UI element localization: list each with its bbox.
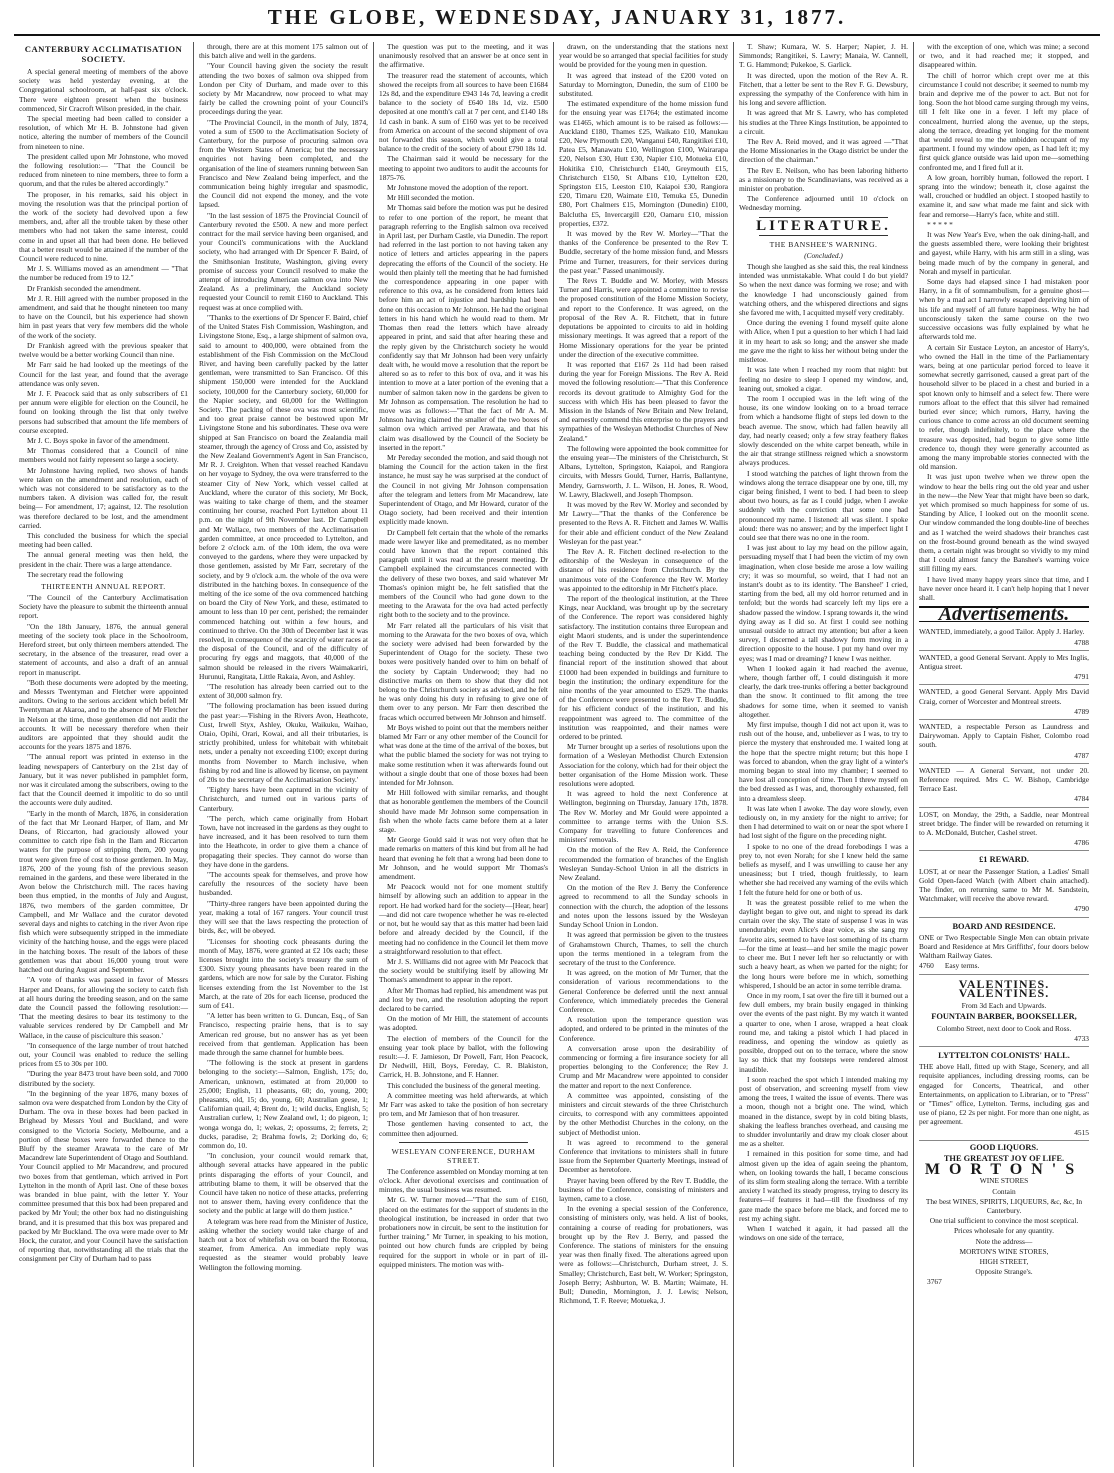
ad-text: WANTED, a good General Servant. Apply to Mrs Inglis, Antigua street. <box>919 652 1089 671</box>
paragraph: "The resolution has already been carried out to the extent of 30,000 salmon fry. <box>199 682 368 701</box>
paragraph: It was agreed that permission be given to the trustees of Grahamstown Church, Thames, to sell the church upon the terms mentioned in a telegram from the secretary of the trust to the Conference. <box>559 930 728 967</box>
address-1: MORTON'S WINE STORES, <box>959 1246 1049 1256</box>
paragraph: Prayer having been offered by the Rev T. Buddle, the business of the Conference, consisting of ministers and laymen, came to a close. <box>559 1175 728 1203</box>
paragraph: Mr J. C. Boys spoke in favor of the amendment. <box>27 435 170 445</box>
paragraph: "A letter has been written to G. Duncan, Esq., of San Francisco, respecting prairie hens, that is to say American red grouse, but no answer has as yet been received from that gentleman. Application has been made through the same channel for humble bees. <box>199 1011 368 1057</box>
paragraph: "The annual report was printed in extenso in the leading newspapers of Canterbury on the 21st day of January, but it was never published in pamphlet form, nor was it circulated among the subscribers, owing to the fact that the Council deemed it impolitic to do so until the accounts were duly audited. <box>19 752 188 808</box>
paragraph: Mr Boys wished to point out that the members neither blamed Mr Farr or any other member of the Council for what was done at the time of the arrival of the boxes, but what the public blamed the society for was not trying to make some restitution when it was afterwards found out without a single doubt that one of those boxes had been intended for Mr Johnson. <box>379 722 548 788</box>
paragraph: I stood watching the patches of light thrown from the windows along the terrace disappear one by one, till, my cigar being finished, I went to bed. I had been to sleep about two hours, as far as I could judge, when I awoke suddenly with the conviction that some one had pronounced my name. I listened: all was silent. I spoke aloud: there was no answer; and by the imperfect light I could see that there was no one in the room. <box>739 468 908 542</box>
paragraph: "In consequence of the large number of trout hatched out, your Council was enabled to reduce the selling prices from £5 to 30s per 100. <box>19 1040 188 1069</box>
paragraph: My first impulse, though I did not act upon it, was to rush out of the house, and, unbeliever as I was, to try to pierce the mystery that enshrouded me. I waited long at the hope that the spectre might return; but this hope I was forced to abandon, when the gray light of a winter's morning began to steal into my chamber; I seemed to have lost all conception of time. Then I threw myself on the bed dressed as I was, and, thoroughly exhausted, fell into a dreamless sleep. <box>739 720 908 803</box>
paragraph: "On the 18th January, 1876, the annual general meeting of the society took place in the Schoolroom, Hereford street, but only thirteen members attended. The secretary, in the absence of the treasurer, read over a statement of accounts, and also a draft of an annual report in manuscript. <box>19 621 188 677</box>
lyttelton-text: THE above Hall, fitted up with Stage, Scenery, and all requisite appliances, including dressing rooms, can be engaged for Concerts, Theatrical, and other Entertainments, on application to Librarian, or to "Press" or "Times" office, Lyttelton. Terms, including gas and use of piano, £2 2s per night. For more than one night, as per agreement. <box>919 1062 1089 1127</box>
paragraph: I soon reached the spot which I intended making my post of observation, and screening myself from view among the trees, I waited the issue of events. There was a moon, though not a bright one. The wind, which moaned in the distance, swept by in cold biting blasts, shaking the leafless branches overhead, and causing me to shudder involuntarily and draw my cloak closer about me as a shelter. <box>739 1074 908 1149</box>
paragraph: The Rev A. Reid moved, and it was agreed —"That the Home Missionaries in the Otago district be under the direction of the chairman." <box>739 137 908 165</box>
prices: Prices wholesale for any quantity. <box>954 1226 1054 1236</box>
paragraph: Mr J. S. Williams moved as an amendment — "That the number be reduced from 19 to 12." <box>19 264 188 283</box>
fountain-name: FOUNTAIN BARBER, BOOKSELLER, <box>931 1012 1077 1022</box>
col1-body <box>19 67 188 579</box>
paragraph: The proposer, in his remarks, said his object in moving the resolution was that the principal portion of the work of the society had devolved upon a few members, and, after all the trouble taken by these other members who had not taken the same interest, could come in and upset all that had been done. He believed that a better result would be attained if the number of the Council were reduced to nine. <box>19 189 188 264</box>
paragraph: Some days had elapsed since I had mistaken poor Harry, in a fit of somnambulism, for a genuine ghost—when by a mad act I narrowly escaped depriving him of his life and myself of all future happiness. Why he had unconsciously taken the same course on the two successive occasions was fully explained by what he afterwards told me. <box>919 277 1089 342</box>
paragraph: When I looked again it had reached the avenue, where, though farther off, I could distinguish it more clearly, the dark tree-trunks offering a better background than the snow. It continued to flit among the tree shadows for some time, when it seemed to vanish altogether. <box>739 663 908 719</box>
paragraph: It was late when I reached my room that night: but feeling no desire to sleep I opened my window, and, leaning out, smoked a cigar. <box>739 365 908 393</box>
paragraph: Mr J. S. Williams did not agree with Mr Peacock that the society would be stultifying itself by allowing Mr Thomas's amendment to appear in the report. <box>379 956 548 985</box>
classified-ad <box>919 808 1089 852</box>
ad-text: WANTED, immediately, a good Tailor. Apply J. Harley. <box>919 627 1085 637</box>
paragraph: Those gentlemen having consented to act, the committee then adjourned. <box>379 1119 548 1138</box>
paragraph: "The following proclamation has been issued during the past year:—'Fishing in the Rivers Avon, Heathcote, Cust, Irwell Styx, Ashley, Okuku, Waikuku, Waihao, Otaio, Opihi, Orari, Kowai, and all their tributaries, is strictly prohibited, unless for whitebait with whitebait nets, under a penalty not exceeding £100; except during months from November to March inclusive, when fishing by rod and line is allowed by license, on payment of 20s to the secretary of the Acclimatisation Society.' <box>199 701 368 785</box>
ad-ref: 4786 <box>1074 838 1089 848</box>
paragraph: It was the greatest possible relief to me when the daylight began to give out, and night to spread its dark curtain over the sky. The state of suspense I was in was unendurable; even Alice's dear voice, as she sang my favorite airs, seemed to have lost something of its charm—for the time at least—and her smile the magic power to cheer me. But I never left her so reluctantly or with such a heavy heart, as when we parted for the night; for the long hours were before me in which, something whispered, I should be an actor in some terrible drama. <box>739 897 908 990</box>
reward-text: LOST, at or near the Passenger Station, a Ladies' Small Gold Open-faced Watch (with Albert chain attached). The finder, on returning same to Mr M. Sandstein, Watchmaker, will receive the above reward. <box>919 866 1089 904</box>
paragraph: "Thirty-three rangers have been appointed during the year, making a total of 167 rangers. Your council trust they will see that the laws respecting the protection of birds, &c, will be obeyed. <box>199 898 368 936</box>
story-body <box>739 262 908 1242</box>
reward-ref: 4790 <box>1074 904 1089 914</box>
address-3: Opposite Strange's. <box>975 1267 1033 1277</box>
paragraph: When I watched it again, it had passed all the windows on one side of the terrace, <box>739 1223 908 1243</box>
paragraph: A committee meeting was held afterwards, at which Mr Farr was asked to take the position of hon secretary pro tem, and Mr Jamieson that of hon treasurer. <box>379 1090 548 1119</box>
classified-ad <box>919 625 1089 650</box>
literature-heading: LITERATURE. <box>756 217 891 234</box>
divider <box>399 1142 528 1143</box>
lyttelton-title: LYTTELTON COLONISTS' HALL. <box>938 1050 1070 1060</box>
paragraph: The Chairman said it would be necessary for the meeting to appoint two auditors to audit the accounts for 1875-76. <box>379 154 548 182</box>
paragraph: Though she laughed as she said this, the real kindness intended was unmistakable. What could I do but yield? So when the next dance was forming we rose; and with the knowledge I had unconsciously gained from watching others, and the whispered directions and signs she favored me with, I acquitted myself very creditably. <box>739 262 908 318</box>
lyttelton-ad <box>919 1047 1089 1141</box>
divider <box>759 235 888 236</box>
paragraph: Mr Farr said he had looked up the meetings of the Council for the last year, and found that the average attendance was only seven. <box>19 360 188 388</box>
story-continued <box>919 42 1089 602</box>
paragraph: The report of the theological institution, at the Three Kings, near Auckland, was brought up by the secretary of the Conference. The report was considered highly satisfactory. The institution contains three European and eight Maori students, and is under the superintendence of the Rev T. Buddle, the classical and mathematical teaching being conducted by the Rev Dr Kidd. The financial report of the institution showed that about £1000 had been expended in buildings and furniture to begin the institution; the ordinary expenditure for the nine months of the year amounted to £529. The thanks of the Conference were presented to the Rev T. Buddle, for his efficient conduct of the institution, and his reappointment was agreed to. The committee of the institution was reappointed, and their names were ordered to be printed. <box>559 593 728 742</box>
paragraph: "In the beginning of the year 1876, many boxes of salmon ova were despatched from London by the City of Durham. The ova in these boxes had been packed in Brighead by Messrs Youl and Buckland, and were consigned to the Victoria Society, Melbourne, and a portion of these boxes were forwarded thence to the Bluff by the steamer Arawata to the care of Mr Macandrew late Superintendent of Otago and Southland. Your Council applied to Mr Macandrew, and procured two boxes from that gentleman, which arrived in Port Lyttelton in the month of April last. One of these boxes was branded in blue paint, with the letter Y. Your committee presumed that this box had been prepared and packed by Mr Youl; the other box had no distinguishing brand, and it is presumed that this box was prepared and packed by Mr Buckland. The ova were made over to Mr Hock, the curator, and your Council have the satisfaction of reporting that, notwithstanding all the trials that the consignment per City of Durham had to pass <box>19 1088 188 1264</box>
paragraph: This concluded the business of the general meeting. <box>387 1080 541 1090</box>
paragraph: Mr J. R. Hill agreed with the number proposed in the amendment, and said that he thought nineteen too many to have on the Council, but his experience had shown him in past years that very few members did the whole of the work of the society. <box>19 293 188 340</box>
column-2 <box>194 42 374 1467</box>
paragraph: I spoke to no one of the dread forebodings I was a prey to, not even Norah; for she I knew held the same beliefs as myself, and I was unwilling to cause her any uneasiness; but I tried, though fruitlessly, to learn whether she had received any warning of the evils which I felt the future held for one or both of us. <box>739 841 908 897</box>
ad-ref: 4789 <box>1074 706 1089 716</box>
ad-ref: 4788 <box>1074 637 1089 647</box>
col5-body <box>739 42 908 213</box>
paragraph: The Revs T. Buddle and W. Morley, with Messrs Turner and Harris, were appointed a committee to revise the proposed constitution of the Home Mission Society, and report to the Conference. It was agreed, on the proposal of the Rev A. R. Fitchett, that in future deputations be appointed to circuits to aid in holding missionary meetings. It was agreed that a report of the Home Missionary operations for the year be printed under the direction of the executive committee. <box>559 276 728 359</box>
paragraph: The Conference adjourned until 10 o'clock on Wednesday morning. <box>739 194 908 213</box>
ad-ref: 4784 <box>1074 794 1089 804</box>
article-heading-wesleyan: WESLEYAN CONFERENCE, DURHAM STREET. <box>391 1146 536 1165</box>
paragraph: "The Council of the Canterbury Acclimatisation Society have the pleasure to submit the thirteenth annual report. <box>19 592 188 621</box>
paragraph: "Licenses for shooting cock pheasants during the month of May, 1876, were granted at £2 10s each; these licenses brought into the society's treasury the sum of £300. Sixty young pheasants have been reared in the gardens, which are now for sale by the Curator. Fishing licenses extending from the 1st November to the 1st March, at the rate of 20s for each license, produced the sum of £41. <box>199 936 368 1010</box>
wine-stores: WINE STORES <box>979 1176 1029 1186</box>
paragraph: A certain Sir Eustace Leyton, an ancestor of Harry's, who owned the Hall in the time of the Parliamentary wars, being at one particular period forced to leave it somewhat secretly garrisoned, caused a great part of the household silver to be placed in a chest and buried in a spot known only to himself and a select few. There were rumors afloat to the effect that this silver had remained buried ever since; which rumors, Harry, having the curious chance to come across an old document seeming to refer, though indefinitely, to the place where the treasure was deposited, had begun to give some little credence to, though they were generally accounted as among the many improbable stories connected with the old mansion. <box>919 342 1089 472</box>
column-1 <box>14 42 194 1467</box>
paragraph: Mr Farr related all the particulars of his visit that morning to the Arawata for the two boxes of ova, which the society were advised had been forwarded by the Superintendent of Otago for the society. These two boxes were positively handed over to him on behalf of the society by Captain Underwood; they had no distinctive marks on them to show that they did not belong to the Christchurch society as advised, and he felt he was only doing his duty in refusing to give one of them over to any person. Mr Farr then described the fracas which occurred between Mr Johnson and himself. <box>379 620 548 722</box>
reward-title: £1 REWARD. <box>979 855 1029 865</box>
col3-body-2 <box>379 1167 548 1269</box>
paragraph: On the motion of the Rev J. Berry the Conference agreed to recommend to all the Sunday schools in connection with the church, the adoption of the lessons and notes upon the lessons issued by the Wesleyan Sunday School Union in London. <box>559 883 728 930</box>
paragraph: Mr Thomas said before the motion was put he desired to refer to one portion of the report, he meant that paragraph referring to the English salmon ova received in April last, per Durham Castle, via Dunedin. The report had referred in the last portion to not having taken any notice of letters and articles appearing in the papers deprecating the efforts of the Council of the society. He would then plainly tell the meeting that he had furnished the correspondence appearing in one paper with reference to this ova, as he considered from letters laid before him an act of injustice and hardship had been done on this occasion to Mr Johnson. He had the original letters in his hand which he would read to them. Mr Thomas then read the letters which have already appeared in print, and said that after hearing these and the reply given by the Christchurch society he would confidently say that Mr Johnson had been very unfairly dealt with, he would move a resolution that the report be altered so as to refer to this box of ova, and it was his intention to move at a later portion of the evening that a number of salmon taken now in the gardens be given to Mr Johnson as compensation. The resolution he had to move was as follows:—"That the fact of Mr A. M. Johnson having claimed the smaller of the two boxes of salmon ova which arrived per Arawata, and that his claim was disallowed by the Council of the Society be inserted in the report." <box>379 203 548 452</box>
paragraph: The estimated expenditure of the home mission fund for the ensuing year was £1764; the estimated income was £1465, which amount is to be raised as follows:—Auckland £180, Thames £25, Waikato £10, Manukau £20, New Plymouth £20, Wanganui £40, Rangitikei £10, Patea £5, Manawatu £10, Wellington £100, Wairarapa £20, Nelson £30, Hutt £30, Napier £10, Motueka £10, Hokitika £10, Christchurch £140, Greymouth £15, Christchurch £150, St Albans £10, Lyttelton £20, Springston £15, Leeston £10, Kaiapoi £30, Rangiora £20, Timaru £20, Waimate £10, Temuka £5, Dunedin £80, Port Chalmers £15, Mornington (Dunedin) £100, Balclutha £5, Invercargill £20, Oamaru £10, mission properties, £372. <box>559 99 728 228</box>
paragraph: "Eighty hares have been captured in the vicinity of Christchurch, and turned out in various parts of Canterbury. <box>199 785 368 813</box>
paragraph: "Your Council having given the society the result attending the two boxes of salmon ova shipped from London per City of Durham, and made over to this society by Mr Macandrew, now proceed to what may fairly be called the crowning point of your Council's proceedings during the year. <box>199 61 368 117</box>
paragraph: The secretary read the following <box>27 569 124 579</box>
paragraph: "During the year 8473 trout have been sold, and 7000 distributed by the society. <box>19 1069 188 1088</box>
classified-ad <box>919 720 1089 764</box>
board-terms: Easy terms. <box>944 961 980 971</box>
paragraph: "Both these documents were adopted by the meeting, and Messrs Twentyman and Fletcher were appointed auditors. Owing to the serious accident which befell Mr Twentyman at Akaroa, and to the absence of Mr Fletcher in Nelson at the time, those gentlemen did not audit the accounts. It will be necessary therefore when their auditors are appointed that they should audit the accounts for the years 1875 and 1876. <box>19 677 188 752</box>
paragraph: Mr Peacock would not for one moment stultify himself by allowing such an addition to appear in the report. He had worked hard for the society—[Hear, hear]—and did not care twopence whether he was re-elected or not, but he would say that as this matter had been laid before and already decided by the Council, if the meeting had no confidence in the Council let them move a straightforward resolution to that effect. <box>379 882 548 956</box>
paragraph: Mr Hill seconded the motion. <box>387 193 475 203</box>
paragraph: "Thanks to the exertions of Dr Spencer F. Baird, chief of the United States Fish Commission, Washington, and Livingstone Stone, Esq., a large shipment of salmon ova, said to amount to 400,000, were obtained from the establishment of the Fish Commission on the McCloud River, and having been carefully packed by the latter gentleman, were transmitted to San Francisco. Of this shipment 150,000 were intended for the Auckland society, 100,000 for the Canterbury society, 60,000 for the Napier society, and 60,000 for the Wellington Society. The packing of these ova was most scientific, and too great praise cannot be bestowed upon Mr Livingstone Stone and his subordinates. These ova were shipped at San Francisco on board the Zealandia mail steamer, through the agency of Cross and Co, assisted by the New Zealand Government's Agent in San Francisco, Mr R. J. Creighton. When that vessel reached Kandavu on her voyage to Sydney, the ova were transferred to the steamer City of New York, which vessel called at Auckland, where the curator of this society, Mr Bock, was waiting to take charge of them, and the steamer continuing her course, reached Port Lyttelton about 11 p.m. on the night of 9th November last. Dr Campbell and Mr Wallace, two members of the Acclimatisation garden committee, at once proceeded to Lyttelton, and before 2 o'clock a.m. of the 10th idem, the ova were conveyed to the gardens, where they were unpacked by those gentlemen, assisted by Mr Farr, secretary of the society, and by 9 o'clock a.m. the whole of the ova were distributed in the hatching boxes. In consequence of the melting of the ice some of the ova commenced hatching on board the City of New York, and these, estimated to amount to less than 10 per cent, perished; the remainder commenced hatching out within a few hours, and continued to thrive. On the 30th of December last it was resolved, in consequence of the scarcity of water races at the disposal of the Council, and of the difficulty of procuring fry eggs and maggots, that 40,000 of the salmon should be released in the rivers Waimakariri, Hurunui, Rangitata, Little Rakaia, Avon, and Ashley. <box>199 312 368 681</box>
paragraph: Mr Hill followed with similar remarks, and thought that as honorable gentlemen the members of the Council should have made Mr Johnson some compensation in fish when the whole facts came before them at a later stage. <box>379 788 548 835</box>
paragraph: Mr G. W. Turner moved—"That the sum of £160, placed on the estimates for the support of students in the theological institution, be increased in order that two probationers now in circuit, be sent to the institution for further training." Mr Turner, in speaking to his motion, pointed out how church funds are crippled by being required for the support in whole or in part of ill-equipped ministers. The motion was with- <box>379 1195 548 1269</box>
paragraph: "In conclusion, your council would remark that, although several attacks have appeared in the public prints disparaging the efforts of your Council, and attributing blame to them, it will be observed that the Council have taken no notice of these attacks, preferring not to answer them, having every confidence that the society and the public at large will do them justice." <box>199 1151 368 1216</box>
paragraph: In the evening a special session of the Conference, consisting of ministers only, was held. A list of books, containing a course of reading for probationers, was brought up by the Rev J. Berry, and passed the Conference. The stations of ministers for the ensuing year was then finally fixed. The alterations agreed upon were as follows:—Christchurch, Durham street, J. S. Smalley; Christchurch, East belt, W. Worker; Springston, Joseph Berry; Ashburton, W. B. Martin; Waimate, H. Bull; Dunedin, Mornington, J. J. Lewis; Nelson, Richmond, T. F. Reeve; Motueka, J. <box>559 1204 728 1306</box>
lyttelton-ref: 4515 <box>1074 1127 1089 1137</box>
classified-ad <box>919 685 1089 720</box>
col2-body <box>199 42 368 1272</box>
paragraph: Mr Turner brought up a series of resolutions upon the formation of a Wesleyan Methodist Church Extension Association for the colony, which had for their object the better organisation of the Home Mission work. These resolutions were adopted. <box>559 742 728 789</box>
paragraph: The annual general meeting was then held, the president in the chair. There was a large attendance. <box>19 550 188 569</box>
paragraph: Dr Campbell felt certain that the whole of the remarks made were lawyer like and premeditated, as no member could have known that the report contained this paragraph until it was read at the present meeting. Dr Campbell explained the circumstances connected with the delivery of these two boxes, and said whatever Mr Thomas's opinion might be, he felt satisfied that the members of the Council who had gone down to the meeting to the Arawata for the ova had acted perfectly right both to the society and to the province. <box>379 527 548 620</box>
address-2: HIGH STREET, <box>979 1256 1029 1266</box>
paragraph: "The accounts speak for themselves, and prove how carefully the resources of the society have been husbanded. <box>199 870 368 898</box>
paragraph: Dr Frankish agreed with the previous speaker that twelve would be a better working Council than nine. <box>19 340 188 360</box>
column-5 <box>734 42 914 1467</box>
story-concluded: (Concluded.) <box>804 250 843 260</box>
paragraph: On the motion of the Rev A. Reid, the Conference recommended the formation of branches of the English Wesleyan Sunday-School Union in all the districts in New Zealand. <box>559 845 728 883</box>
paragraph: The following were appointed the book committee for the ensuing year—The ministers of the Christchurch, St Albans, Lyttelton, Springston, Kaiapoi, and Rangiora circuits, with Messrs Gould, Turner, Harris, Ballantyne, Mendry, Garnsworth, J. L. Wilson, H. Jones, R. Wood, W. Lawry, Blackwell, and Joseph Thompson. <box>559 443 728 499</box>
morton-name: MORTON'S <box>924 1161 1084 1179</box>
paragraph: It was moved by the Rev W. Morley and seconded by Mr Lawry—"That the thanks of the Conference be presented to the Revs A. R. Fitchett and James W. Wallis for their able and efficient conduct of the New Zealand Wesleyan for the past year." <box>559 499 728 546</box>
trial: One trial sufficient to convince the most sceptical. <box>929 1216 1079 1226</box>
board-text: ONE or Two Respectable Single Men can obtain private Board and Residence at Mrs Griffiths', four doors below Waltham Railway Gates. <box>919 932 1089 961</box>
paragraph: A committee was appointed, consisting of the ministers and circuit stewards of the three Christchurch circuits, to correspond with any committees appointed by the other Methodist Churches in the colony, on the subject of Methodist union. <box>559 1090 728 1137</box>
paragraph: Mr Pereday seconded the motion, and said though not blaming the Council for the action taken in the first instance, he must say he was surprised at the conduct of the Council in not giving Mr Johnson compensation after the telegram and letters from Mr Macandrew, late Superintendent of Otago, and Mr Howard, curator of the Otago society, had been received and their intention explicitly made known. <box>379 452 548 527</box>
masthead-title: THE GLOBE, WEDNESDAY, JANUARY 31, 1877. <box>267 4 847 29</box>
note: Note the address— <box>975 1236 1033 1246</box>
paragraph: It was agreed that instead of the £200 voted on Saturday to Mornington, Dunedin, the sum of £100 be substituted. <box>559 70 728 99</box>
fountain-address: Colombo Street, next door to Cook and Ross. <box>936 1023 1072 1033</box>
valentines-title: VALENTINES. VALENTINES. <box>958 976 1050 1000</box>
classified-ad <box>919 651 1089 686</box>
paragraph: It was moved by the Rev W. Morley—"That the thanks of the Conference be presented to the Rev T. Buddle, secretary of the home mission fund, and Messrs Prime and Turner, treasurers, for their services during the past year." Passed unanimously. <box>559 229 728 275</box>
contain: Contain <box>992 1186 1016 1196</box>
story-title: THE BANSHEE'S WARNING. <box>769 239 878 249</box>
article-heading-acclimatisation: CANTERBURY ACCLIMATISATION SOCIETY. <box>24 44 183 64</box>
paragraph: On the motion of Mr Hill, the statement of accounts was adopted. <box>379 1014 548 1033</box>
best-wines: The best WINES, SPIRITS, LIQUEURS, &c, &c, In Canterbury. <box>925 1196 1083 1215</box>
liquors-title: GOOD LIQUORS. <box>969 1142 1039 1152</box>
ad-text: WANTED, a respectable Person as Laundress and Dairywoman. Apply to Captain Fisher, Colombo road south. <box>919 722 1089 750</box>
paragraph: Mr Thomas considered that a Council of nine members would not fairly represent so large a society. <box>19 446 188 465</box>
ad-ref: 4791 <box>1074 672 1089 682</box>
paragraph: It was agreed to hold the next Conference at Wellington, beginning on Thursday, January 17th, 1878. The Rev W. Morley and Mr Gould were appointed a committee to arrange terms with the Union S.S. Company for travelling to future Conferences and ministers' removals. <box>559 789 728 845</box>
paragraph: The room I occupied was in the left wing of the house, its one window looking on to a broad terrace from which a handsome flight of steps led down to the beach avenue. The snow, which had fallen heavily all day, had nearly ceased; only a few stray feathery flakes slowly descended on the white carpet beneath, while in the air that strange stillness reigned which a snowstorm always produces. <box>739 393 908 468</box>
joy-title: THE GREATEST JOY OF LIFE. <box>943 1153 1065 1163</box>
paragraph: "A vote of thanks was passed in favor of Messrs Harper and Deans, for allowing the society to catch fish at all hours during the breeding season, and on the same date the Council passed the following resolution:— 'That the meeting desires to bear its testimony to the valuable services rendered by Dr Campbell and Mr Wallace, in the cause of pisciculture this season.' <box>19 975 188 1040</box>
paragraph: The question was put to the meeting, and it was unanimously resolved that an answer be at once sent in the affirmative. <box>379 42 548 70</box>
paragraph: It was late when I awoke. The day wore slowly, even tediously on, in my anxiety for the night to arrive; for then I had determined to wait on or near the spot where I had lost sight of the figure on the preceding night. <box>739 803 908 841</box>
paragraph: "In the last session of 1875 the Provincial Council of Canterbury revoted the £500. A new and more perfect contract for the mail service having been organised, and your Council's communications with the Auckland society, who had arranged with Dr Spencer F. Baird, of the Smithsonian Institute, Washington, giving every promise of success your Council resolved to make the attempt of introducing American salmon ova into New Zealand. As a preliminary, the Auckland society requested your Council to remit £160 to Auckland. This request was at once complied with. <box>199 210 368 312</box>
masthead <box>14 0 1100 36</box>
paragraph: drawn, on the understanding that the stations next year would be so arranged that special facilities for study would be provided for the young men in question. <box>559 42 728 70</box>
col3-body <box>379 42 548 1138</box>
paragraph: * * * * * <box>927 219 953 229</box>
ad-ref: 4787 <box>1074 750 1089 760</box>
fountain-ref: 4733 <box>1074 1033 1089 1043</box>
col4-body <box>559 42 728 1305</box>
ad-text: WANTED, a good General Servant. Apply Mrs David Craig, corner of Worcester and Montreal streets. <box>919 687 1089 706</box>
paragraph: "The perch, which came originally from Hobart Town, have not increased in the gardens as they ought to have increased, and it has been resolved to turn them into the Heathcote, in order to give them a chance of propagating their species. They cannot do worse than they have done in the gardens. <box>199 813 368 869</box>
paragraph: Mr George Gould said it was not very often that he made remarks on matters of this kind but from all he had heard that evening he felt that a wrong had been done to Mr Johnson, and he would support Mr Thomas's amendment. <box>379 835 548 882</box>
ad-text: LOST, on Monday, the 29th, a Saddle, near Montreal street bridge. The finder will be rewarded on returning it to A. McDonald, Butcher, Cashel street. <box>919 809 1089 838</box>
paragraph: "The Provincial Council, in the month of July, 1874, voted a sum of £500 to the Acclimatisation Society of Canterbury, for the purpose of procuring salmon ova from the Western States of America; but the necessary enquiries not having been completed, and the organisation of the line of steamers running between San Francisco and New Zealand being imperfect, and the communication being highly irregular and spasmodic, the Council did not expend the money, and the vote lapsed. <box>199 117 368 210</box>
classified-ad <box>919 764 1089 808</box>
paragraph: It was agreed, on the motion of Mr Turner, that the consideration of various recommendations to the General Conference be deferred until the next annual Conference, which immediately precedes the General Conference. <box>559 968 728 1014</box>
paragraph: After Mr Thomas had replied, his amendment was put and lost by two, and the resolution adopting the report declared to be carried. <box>379 985 548 1013</box>
paragraph: It was New Year's Eve, when the oak dining-hall, and the guests assembled there, were looking their brightest and gayest, while Harry, with his arm still in a sling, was being made much of by the company in general, and Norah and myself in particular. <box>919 230 1089 276</box>
paragraph: Mr Johnstone having replied, two shows of hands were taken on the amendment and resolution, each of which was not considered to be satisfactory as to the numbers taken. A division was called for, the result being— For amendment, 17; against, 12. The resolution was therefore declared to be lost, and the amendment carried. <box>19 465 188 530</box>
paragraph: A resolution upon the temperance question was adopted, and ordered to be printed in the minutes of the Conference. <box>559 1015 728 1043</box>
paragraph: I remained in this position for some time, and had almost given up the idea of again seeing the phantom, when, on looking towards the hall, I became conscious of its slim form stealing along the terrace. With a terrible anxiety I watched its steady progress, trying to descry its features—if features it had—till the fixedness of my gaze made the space before me black, and forced me to rest my aching sight. <box>739 1149 908 1223</box>
paragraph: The chill of horror which crept over me at this circumstance I could not describe; it seemed to numb my brain and deprive me of the power to act. But not for long. Soon the hot blood came surging through my veins, till I felt like one in a fever. I left my place of concealment, hurried along the avenue, up the steps, along the terrace, dreading yet longing for the moment that would reveal to me the unbidden occupant of my apartment. I found my window open, as I had left it; my first quick glance outside was laid upon me—something confronted me, and I fired full at it. <box>919 70 1089 172</box>
paragraph: through, there are at this moment 175 salmon out of this batch alive and well in the gardens. <box>199 42 368 61</box>
paragraph: This concluded the business for which the special meeting had been called. <box>19 530 188 550</box>
paragraph: The Conference assembled on Monday morning at ten o'clock. After devotional exercises and continuation of minutes, the usual business was resumed. <box>379 1166 548 1195</box>
column-3 <box>374 42 554 1467</box>
paragraph: Mr J. F. Peacock said that as only subscribers of £1 per annum were eligible for election on the Council, he found on looking through the list that only twelve persons had subscribed that amount the life members of course excepted. <box>19 388 188 435</box>
paragraph: Dr Frankish seconded the amendment. <box>27 283 141 293</box>
valentines-sub: From 3d Each and Upwards. <box>961 1001 1047 1011</box>
paragraph: Once in my room, I sat over the fire till it burned out a few dull embers, my brain busily engaged in thinking over the events of the past night. By my watch it wanted a quarter to one, when I arose, wrapped a heat cloak round me, and taking a pistol which I had placed in readiness, and opening the window as quietly as possible, dropped out on to the terrace, where the snow lay so thick that my footsteps were rendered almost inaudible. <box>739 990 908 1074</box>
paragraph: The Rev A. R. Fitchett declined re-election to the editorship of the Wesleyan in consequence of the distance of his residence from Christchurch. By the unanimous vote of the Conference the Rev W. Morley was appointed to the editorship in Mr Fitchett's place. <box>559 546 728 593</box>
ads-list <box>919 625 1089 851</box>
board-footer <box>919 961 1089 970</box>
paragraph: The election of members of the Council for the ensuing year took place by ballot, with the following result:—J. F. Jamieson, Dr Powell, Farr, Hon Peacock, Dr Nedwill, Hill, Boys, Fereday, C. R. Blakiston, Carrick, H. B. Johnstone, and F. Hanner. <box>379 1033 548 1080</box>
paragraph: It was reported that £167 2s 11d had been raised during the year for Foreign Missions. The Rev A. Reid moved the following resolution:—"That this Conference records its devout gratitude to Almighty God for the success with which His has been pleased to favor the Mission in the Islands of New Britain and New Ireland, and earnestly commend this enterprise to the prayers and sympathies of the Wesleyan Methodist Churches of New Zealand." <box>559 359 728 443</box>
column-6 <box>914 42 1094 1467</box>
ad-text: WANTED — A General Servant, not under 20. Reference required. Mrs C. W. Bishop, Cambridge Terrace East. <box>919 765 1089 794</box>
board-ad <box>919 918 1089 975</box>
paragraph: The special meeting had been called to consider a resolution, of which Mr H. B. Johnstone had given notice, altering the number of members of the Council from nineteen to nine. <box>19 114 188 151</box>
paragraph: The Rev E. Neilson, who has been laboring hitherto as a missionary to the Scandinavians, was received as a minister on probation. <box>739 165 908 194</box>
paragraph: I have lived many happy years since that time, and I have never once heard it. I can't help hoping that I never shall. <box>919 574 1089 602</box>
paragraph: It was agreed to recommend to the general Conference that invitations to ministers shall in future issue from the September Quarterly Meetings, instead of December as heretofore. <box>559 1137 728 1175</box>
paragraph: "Early in the month of March, 1876, in consideration of the fact that Mr Leonard Harper, of Ilam, and Mr Deans, of Riccarton, had graciously allowed your committee to catch ripe fish in the Ilam and Riccarton waters for the purpose of stripping them, 200 young trout were given free of cost to those gentlemen. In May, 1876, 200 of the young fish of the previous season remained in the gardens, and these were liberated in the Avon below the Christchurch mill. The races having been thus emptied, in the months of July and August, 1876, two members of the garden committee, Dr Campbell, and Mr Wallace and the curator devoted several days and nights to catching in the river Avon ripe fish which were subsequently stripped in the immediate vicinity of the hatching house, and the eggs were placed in the hatching boxes. The result of the labors of these gentlemen was that about 16,000 young trout were hatched out during August and September. <box>19 808 188 975</box>
paragraph: Mr Johnstone moved the adoption of the report. <box>387 183 529 193</box>
paragraph: T. Shaw; Kumara, W. S. Harper; Napier, J. H. Simmonds; Rangitikei, S. Lawry; Manaia, W. Cannell, T. G. Hammond; Pukekoe, S. Garlick. <box>739 42 908 70</box>
paragraph: It was directed, upon the motion of the Rev A. R. Fitchett, that a letter be sent to the Rev F. G. Dewsbury, expressing the sympathy of the Conference with him in his long and severe affliction. <box>739 70 908 108</box>
morton-ref: 3767 <box>927 1277 942 1287</box>
paragraph: "The following is the stock at present in gardens belonging to the society:—Salmon, English, 175; do, American, unknown, estimated at from 20,000 to 25,000; English, 11 pheasants, 60; do, young, 200; pheasants, old, 15; do, young, 60; Australian geese, 1; Californian quail, 4; Brent do, 1; wild ducks, English, 5; Australian curlew, 1; New Zealand owl, 1; do pigeon, 1; wonga wonga do, 1; wekas, 2; opossums, 2; ferrets, 2; ducks, paradise, 2; Brahma fowls, 2; Dorking do, 6; common do, 10. <box>199 1058 368 1150</box>
paragraph: A conversation arose upon the desirability of commencing or forming a fire insurance society for all properties belonging to the Conference; the Rev J. Crump and Mr Macandrew were appointed to consider the matter and report to the next Conference. <box>559 1043 728 1090</box>
reward-ad <box>919 851 1089 917</box>
paragraph: It was agreed that Mr S. Lawry, who has completed his studies at the Three Kings Institution, be appointed to a circuit. <box>739 108 909 136</box>
paragraph: A low groan, horribly human, followed the report. I sprang into the window; beneath it, close against the wall, crouched or huddled an object. I stooped hastily to examine it, and saw what made me faint and sick with fear and remorse—Harry's face, white and still. <box>919 172 1089 219</box>
paragraph: The treasurer read the statement of accounts, which showed the receipts from all sources to have been £1684 12s 8d, and the expenditure £943 14s 7d, leaving a credit balance to the society of £640 18s 1d, viz. £500 deposited at one month's call at 7 per cent, and £140 18s 1d cash in bank. A sum of £160 was yet to be received from America on account of the second shipment of ova not forwarded this season, which would give a total balance to the credit of the society of about £790 18s 1d. <box>379 70 548 154</box>
paragraph: It was just upon twelve when we threw open the window to hear the bells ring out the old year and usher in the new—the New Year that might have been so dark, yet which promised so much happiness for some of us. Standing by Alice, I looked out on the moonlit scene. Our window commanded the long double-line of beeches and as I watched the weird shadows their branches cast on the frost-bound ground beneath as the wind swayed them, a certain night was brought so vividly to my mind that I could almost fancy the Banshee's warning voice still filling my ears. <box>919 472 1089 574</box>
paragraph: A telegram was here read from the Minister of Justice, asking whether the society would take charge of and hatch out a box of whitefish ova on board the Rotorua, steamer, from America. An immediate reply was requested as the steamer would probably leave Wellington the following morning. <box>199 1216 368 1272</box>
paragraph: A special general meeting of members of the above society was held yesterday evening, at the Congregational schoolroom, at half-past six o'clock. There were eighteen present when the business commenced, Sir Cracroft Wilson presided, in the chair. <box>19 67 188 113</box>
morton-ad <box>919 1143 1089 1287</box>
paragraph: I was just about to lay my head on the pillow again, persuading myself that I had been the victim of my own imagination, when close beside me arose a low wailing cry; it was so mournful, so weird, that I had not an instant's doubt as to its identity. 'The Banshee!' I cried, starting from the bed, all my old horror returned and in tenfold; but the words had scarcely left my lips ere a shadow passed the window. I sprang towards it, the wind dying away as I did so. At first I could see nothing unusual outside to attract my attention; but after a keen survey, I discerned a tall shadowy form moving in a direction opposite to the house. I put my hand over my eyes; was I mad or dreaming? I knew I was neither. <box>739 543 908 663</box>
report-subheading: THIRTEENTH ANNUAL REPORT. <box>41 581 166 591</box>
advertisements-heading: Advertisements. <box>919 606 1089 622</box>
report-body <box>19 593 188 1264</box>
board-title: BOARD AND RESIDENCE. <box>952 921 1056 931</box>
valentines-ad <box>919 975 1089 1047</box>
paragraph: Once during the evening I found myself quite alone with Alice, when I put a question to her which I had laid it in my heart to ask so long; and the answer she made me gave me the right to kiss her without being under the mistletoe. <box>739 318 908 365</box>
board-ref: 4760 <box>919 961 934 971</box>
columns <box>14 42 1100 1467</box>
column-4 <box>554 42 734 1467</box>
paragraph: The president called upon Mr Johnstone, who moved the following resolution:— "That the Council be reduced from nineteen to nine members, three to form a quorum, and that the rules be altered accordingly." <box>19 151 188 189</box>
paragraph: with the exception of one, which was mine; a second or two, and it had reached me; it stopped, and disappeared within. <box>919 42 1089 70</box>
